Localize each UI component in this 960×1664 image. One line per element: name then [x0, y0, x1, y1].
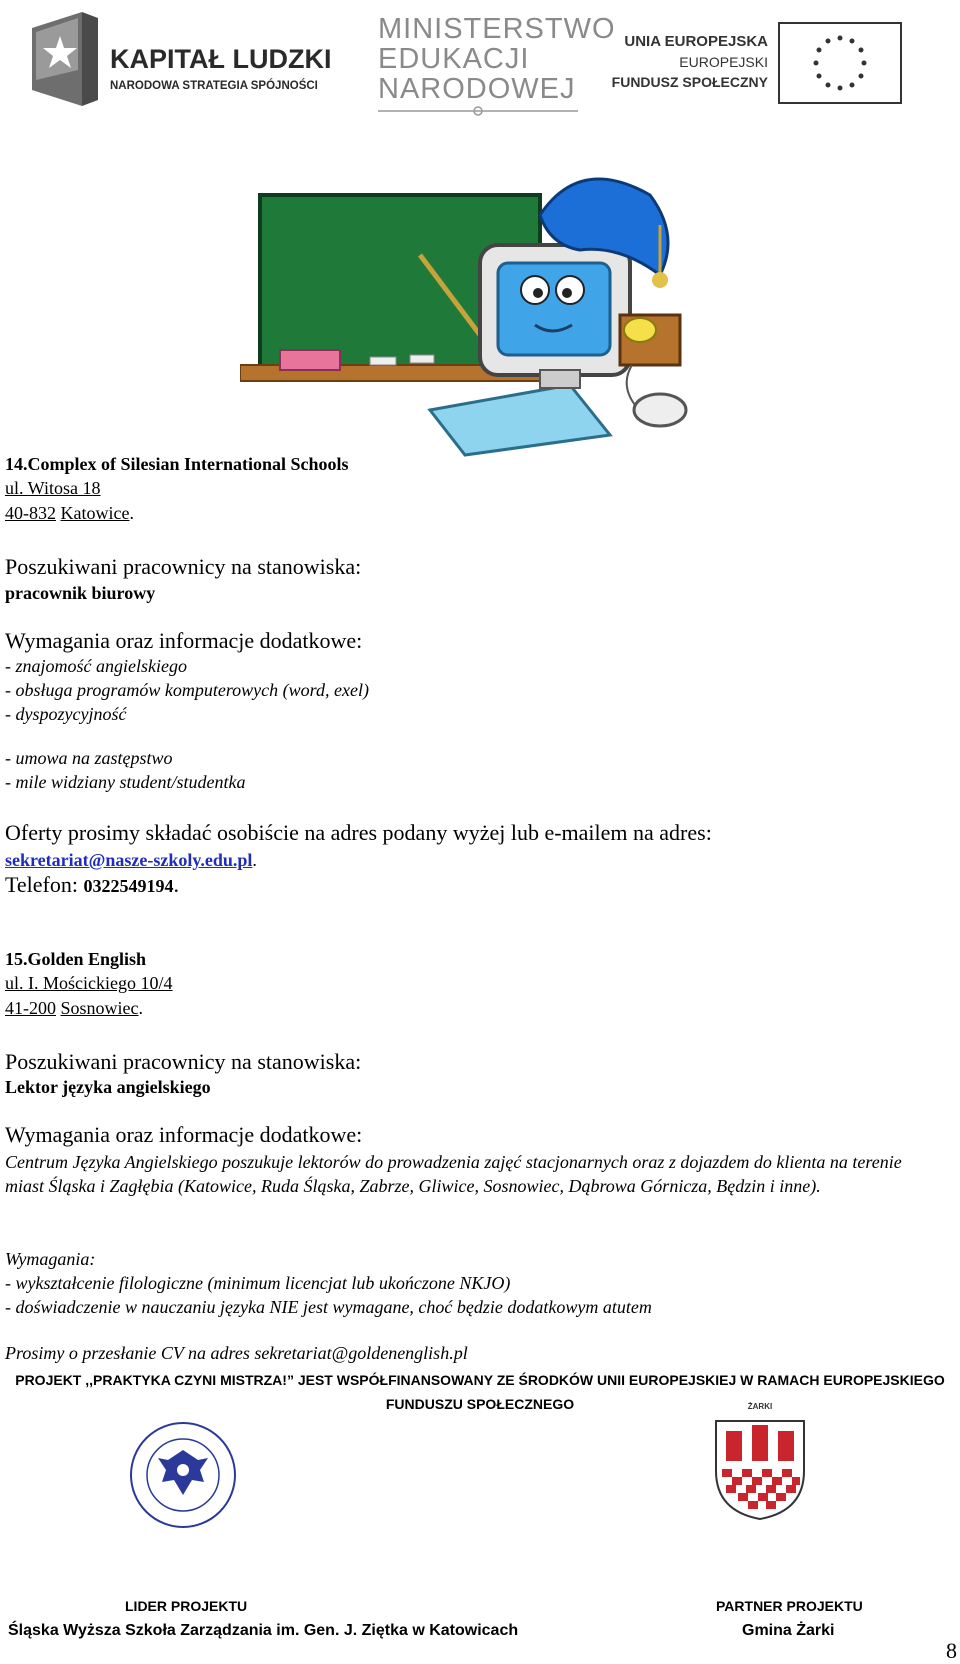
- sws-seal-logo: [128, 1420, 238, 1530]
- partner-label: PARTNER PROJEKTU: [716, 1598, 863, 1614]
- offer-15-cv-text: Prosimy o przesłanie CV na adres sekretariat@goldenenglish.pl: [5, 1343, 468, 1363]
- offer-14-email-line: sekretariat@nasze-szkoly.edu.pl.: [5, 850, 257, 870]
- project-cofinance-note: [0, 1368, 960, 1416]
- zarki-crest-logo: [712, 1402, 808, 1522]
- eu-flag-icon: [778, 22, 902, 104]
- computer-teacher-icon: [240, 165, 720, 475]
- eu-line-3: FUNDUSZ SPOŁECZNY: [611, 74, 768, 90]
- zarki-coat-of-arms-icon: [712, 1411, 808, 1521]
- offer-14-requirement: - mile widziany student/studentka: [5, 772, 246, 792]
- eu-line-1: UNIA EUROPEJSKA: [624, 33, 768, 50]
- partner-name: Gmina Żarki: [742, 1622, 835, 1639]
- offer-15-positions-heading: Poszukiwani pracownicy na stanowiska:: [5, 1049, 362, 1074]
- offer-14-requirement: - obsługa programów komputerowych (word, exel): [5, 680, 369, 700]
- zarki-crest-label: ŻARKI: [747, 1402, 773, 1411]
- offer-14-requirements-heading: Wymagania oraz informacje dodatkowe:: [5, 628, 363, 653]
- offer-15-description: Centrum Języka Angielskiego poszukuje lektorów do prowadzenia zajęć stacjonarnych oraz z dojazdem do klienta na terenie miast Śląska i Zagłębia (Katowice, Ruda Śląska, Zabrze, Gliwice, Sosnowiec, Dąbrowa Górnicza, Będzin i inne).: [5, 1152, 902, 1196]
- offer-15-requirement: - doświadczenie w nauczaniu języka NIE jest wymagane, choć będzie dodatkowym atutem: [5, 1297, 652, 1317]
- page-number: 8: [946, 1638, 957, 1663]
- offer-15-title: 15.Golden English: [5, 949, 147, 969]
- kapital-ludzki-subtitle: NARODOWA STRATEGIA SPÓJNOŚCI: [110, 80, 318, 92]
- computer-teacher-clipart: [240, 165, 720, 475]
- ministry-line-3: NARODOWEJ: [378, 73, 576, 105]
- ministry-line-1: MINISTERSTWO: [378, 13, 616, 45]
- offer-15-requirements-heading: Wymagania oraz informacje dodatkowe:: [5, 1122, 363, 1147]
- offer-15-postal: 41-200: [5, 998, 56, 1018]
- offer-15-requirement: - wykształcenie filologiczne (minimum licencjat lub ukończone NKJO): [5, 1273, 511, 1293]
- lider-label: LIDER PROJEKTU: [125, 1598, 248, 1614]
- kapital-ludzki-title: KAPITAŁ LUDZKI: [110, 44, 332, 74]
- project-note-line-1: PROJEKT ,,PRAKTYKA CZYNI MISTRZA!” JEST WSPÓŁFINANSOWANY ZE ŚRODKÓW UNII EUROPEJSKIEJ W RAMACH EUROPEJSKIEGO: [15, 1372, 945, 1388]
- lider-name: Śląska Wyższa Szkoła Zarządzania im. Gen. J. Ziętka w Katowicach: [8, 1622, 519, 1639]
- offer-14-phone: 0322549194: [83, 876, 174, 896]
- offer-14-positions-heading: Poszukiwani pracownicy na stanowiska:: [5, 554, 362, 579]
- offer-14-city: Katowice: [60, 503, 130, 523]
- kapital-ludzki-logo: [22, 10, 352, 110]
- offer-14-requirement: - umowa na zastępstwo: [5, 748, 173, 768]
- offer-14-email-link[interactable]: sekretariat@nasze-szkoly.edu.pl: [5, 850, 253, 870]
- offer-14-position: pracownik biurowy: [5, 583, 156, 603]
- offer-14-street: ul. Witosa 18: [5, 478, 101, 498]
- ministry-logo: [378, 14, 628, 116]
- offer-15-requirements-label: Wymagania:: [5, 1249, 96, 1269]
- offer-15-address: 41-200 Sosnowiec.: [5, 998, 143, 1018]
- offer-15-street: ul. I. Mościckiego 10/4: [5, 973, 173, 993]
- offer-14-requirement: - znajomość angielskiego: [5, 656, 187, 676]
- ministry-ornament-icon: [378, 106, 578, 116]
- offer-14-offers-text: Oferty prosimy składać osobiście na adres podany wyżej lub e-mailem na adres:: [5, 820, 712, 845]
- offer-15-position: Lektor języka angielskiego: [5, 1077, 211, 1097]
- offer-14-phone-line: Telefon: 0322549194.: [5, 872, 179, 897]
- eu-logo: [611, 22, 958, 108]
- offer-14-address: 40-832 Katowice.: [5, 503, 134, 523]
- project-note-line-2: FUNDUSZU SPOŁECZNEGO: [385, 1396, 575, 1412]
- eu-line-2: EUROPEJSKI: [679, 54, 768, 70]
- offer-14-phone-label: Telefon:: [5, 872, 78, 897]
- university-seal-icon: [128, 1420, 238, 1530]
- offer-15-city: Sosnowiec: [60, 998, 139, 1018]
- offer-14-postal: 40-832: [5, 503, 56, 523]
- offer-14-requirement: - dyspozycyjność: [5, 704, 127, 724]
- offer-14-title: 14.Complex of Silesian International Schools: [5, 454, 349, 474]
- ministry-line-2: EDUKACJI: [378, 43, 530, 75]
